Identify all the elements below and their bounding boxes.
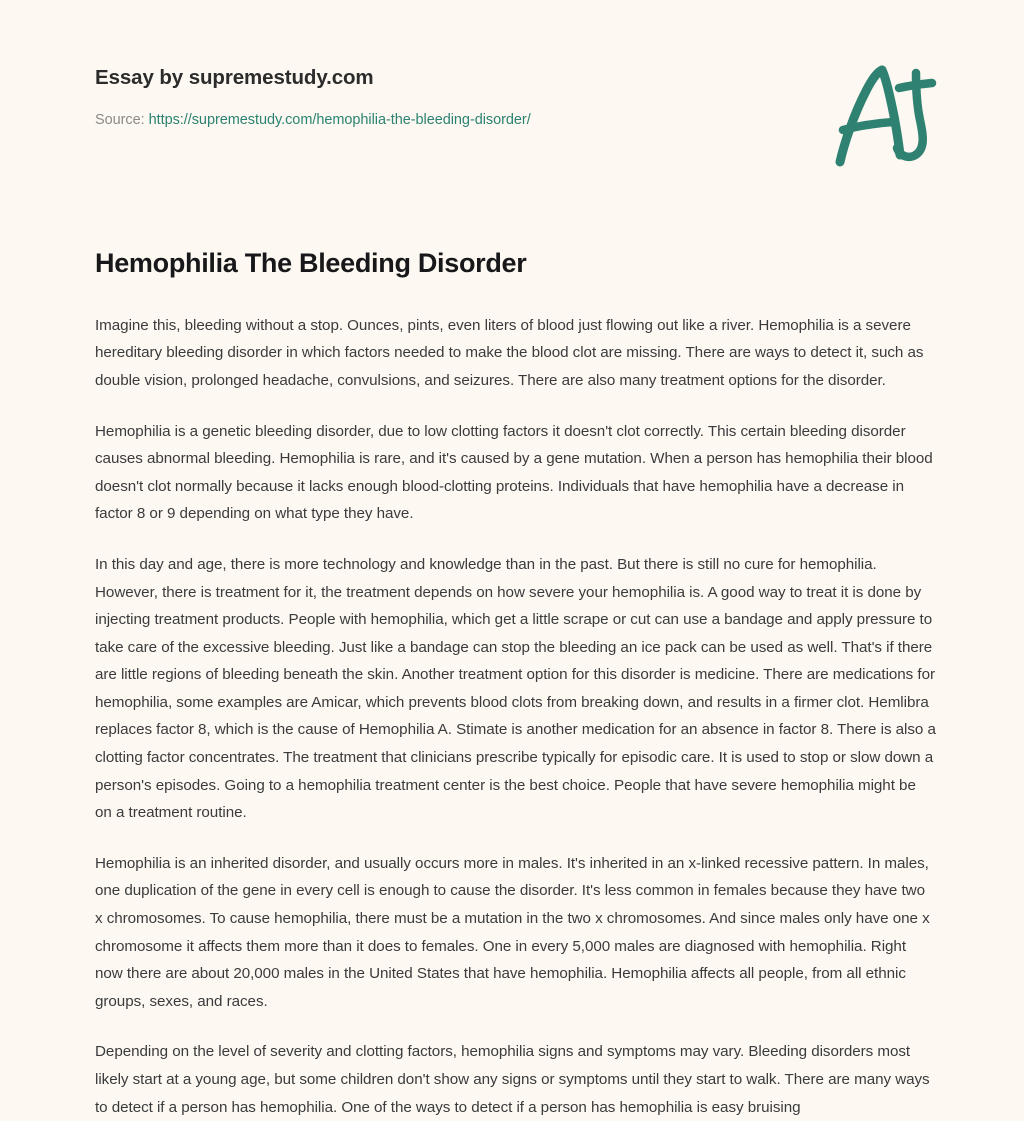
page-title: Hemophilia The Bleeding Disorder bbox=[95, 248, 527, 278]
paragraph: Imagine this, bleeding without a stop. Ounces, pints, even liters of blood just flowing out like a river. Hemophilia is a severe hereditary bleeding disorder in which factors needed to make the blood clot are missing. There are ways to detect it, such as double vision, prolonged headache, convulsions, and seizures. There are also many treatment options for the disorder. bbox=[95, 316, 924, 389]
source-url-link[interactable]: https://supremestudy.com/hemophilia-the-bleeding-disorder/ bbox=[148, 111, 531, 128]
source-line bbox=[95, 111, 936, 130]
page-header bbox=[0, 0, 1024, 175]
paragraph: Depending on the level of severity and clotting factors, hemophilia signs and symptoms may vary. Bleeding disorders most likely start at a young age, but some children don't show any signs or symptoms until they start to walk. There are many ways to detect if a person has hemophilia. One of the ways to detect if a person has hemophilia is easy bruising bbox=[95, 1043, 930, 1116]
a-plus-logo-icon bbox=[828, 58, 946, 168]
article-body bbox=[0, 175, 1024, 1121]
essay-text bbox=[95, 312, 936, 1121]
paragraph: Hemophilia is an inherited disorder, and usually occurs more in males. It's inherited in an x-linked recessive pattern. In males, one duplication of the gene in every cell is enough to cause the disorder. It's less common in females because they have two x chromosomes. To cause hemophilia, there must be a mutation in the two x chromosomes. And since males only have one x chromosome it affects them more than it does to females. One in every 5,000 males are diagnosed with hemophilia. Right now there are about 20,000 males in the United States that have hemophilia. Hemophilia affects all people, from all ethnic groups, sexes, and races. bbox=[95, 854, 930, 1010]
paragraph: Hemophilia is a genetic bleeding disorder, due to low clotting factors it doesn't clot correctly. This certain bleeding disorder causes abnormal bleeding. Hemophilia is rare, and it's caused by a gene mutation. When a person has hemophilia their blood doesn't clot normally because it lacks enough blood-clotting proteins. Individuals that have hemophilia have a decrease in factor 8 or 9 depending on what type they have. bbox=[95, 422, 933, 523]
paragraph: In this day and age, there is more technology and knowledge than in the past. But there is still no cure for hemophilia. However, there is treatment for it, the treatment depends on how severe your hemophilia is. A good way to treat it is done by injecting treatment products. People with hemophilia, which get a little scrape or cut can use a bandage and apply pressure to take care of the excessive bleeding. Just like a bandage can stop the bleeding an ice pack can be used as well. That's if there are little regions of bleeding beneath the skin. Another treatment option for this disorder is medicine. There are medications for hemophilia, some examples are Amicar, which prevents blood clots from breaking down, and results in a firmer clot. Hemlibra replaces factor 8, which is the cause of Hemophilia A. Stimate is another medication for an absence in factor 8. There is also a clotting factor concentrates. The treatment that clinicians prescribe typically for episodic care. It is used to stop or slow down a person's episodes. Going to a hemophilia treatment center is the best choice. People that have severe hemophilia might be on a treatment routine. bbox=[95, 555, 936, 822]
source-label: Source: bbox=[95, 111, 145, 128]
a-plus-logo-svg bbox=[828, 58, 946, 168]
brand-heading: Essay by supremestudy.com bbox=[95, 66, 374, 89]
